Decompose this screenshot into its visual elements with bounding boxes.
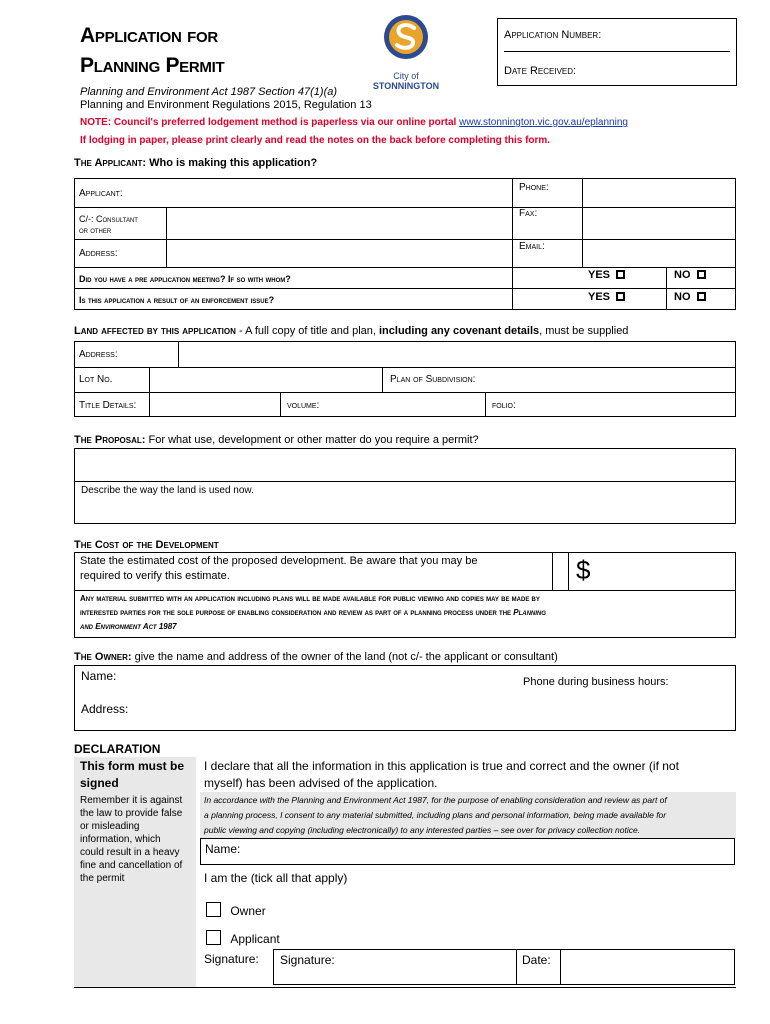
warning-line: the permit bbox=[80, 873, 125, 884]
signature-row bbox=[200, 949, 735, 985]
form-title-line2: Planning Permit bbox=[80, 54, 225, 77]
cost-section bbox=[74, 552, 736, 638]
disclaimer-line2-text: interested parties for the sole purpose of enabling consideration and review as part of a planning process under the bbox=[80, 608, 514, 617]
lot-label: Lot No. bbox=[79, 374, 113, 385]
applicant-heading bbox=[74, 157, 317, 169]
cost-text-line2: required to verify this estimate. bbox=[80, 570, 230, 582]
checkbox-icon[interactable] bbox=[697, 270, 706, 279]
declaration-heading: DECLARATION bbox=[74, 742, 161, 756]
volume-label: volume: bbox=[287, 400, 320, 411]
no-label: NO bbox=[674, 291, 691, 303]
footer-rule bbox=[74, 987, 736, 988]
consent-line2: a planning process, I consent to any material submitted, including plans and personal information, being made available for bbox=[204, 810, 667, 820]
describe-land-label: Describe the way the land is used now. bbox=[81, 485, 254, 496]
title-field[interactable] bbox=[150, 393, 280, 417]
email-field[interactable] bbox=[583, 240, 736, 267]
warning-line: information, which bbox=[80, 834, 161, 845]
phone-field[interactable] bbox=[583, 178, 736, 207]
owner-checkbox-icon[interactable] bbox=[206, 902, 221, 917]
act-reference: Planning and Environment Act 1987 Section 47(1)(a) bbox=[80, 86, 338, 98]
owner-option[interactable] bbox=[206, 902, 266, 918]
yes-label: YES bbox=[588, 269, 611, 281]
fax-label: Fax: bbox=[519, 208, 538, 219]
consent-line1: In accordance with the Planning and Environment Act 1987, for the purpose of enabling consideration and review as part of bbox=[204, 795, 667, 805]
proposal-heading-rest: For what use, development or other matter do you require a permit? bbox=[145, 434, 479, 446]
land-address-field[interactable] bbox=[179, 341, 736, 367]
disclaimer-line2-italic: Planning bbox=[513, 608, 546, 617]
date-label: Date: bbox=[522, 953, 551, 967]
consultant-field[interactable] bbox=[167, 208, 512, 239]
enforcement-yes[interactable] bbox=[588, 291, 625, 303]
disclaimer-line2 bbox=[80, 608, 546, 617]
fax-field[interactable] bbox=[583, 208, 736, 239]
signature-outer-label: Signature: bbox=[204, 952, 259, 966]
dollar-sign: $ bbox=[576, 555, 591, 585]
signature-field[interactable] bbox=[344, 951, 514, 983]
warning-line: fine and cancellation of bbox=[80, 860, 183, 871]
consent-box bbox=[200, 792, 736, 838]
lodgement-note-text: NOTE: Council's preferred lodgement method is paperless via our online portal bbox=[80, 117, 460, 128]
cost-heading: The Cost of the Development bbox=[74, 539, 219, 551]
enforcement-no[interactable] bbox=[674, 291, 706, 303]
checkbox-icon[interactable] bbox=[616, 292, 625, 301]
disclaimer-line3: and Environment Act 1987 bbox=[80, 622, 177, 631]
owner-address-label: Address: bbox=[81, 702, 129, 716]
checkbox-icon[interactable] bbox=[697, 292, 706, 301]
warning-line: Remember it is against bbox=[80, 795, 183, 806]
applicant-checkbox-icon[interactable] bbox=[206, 930, 221, 945]
applicant-section bbox=[74, 178, 736, 310]
application-number-label: Application Number: bbox=[504, 29, 602, 41]
regulation-reference: Planning and Environment Regulations 2015, Regulation 13 bbox=[80, 99, 372, 111]
declaration-sidebar bbox=[74, 757, 196, 987]
pre-meeting-yes[interactable] bbox=[588, 269, 625, 281]
no-label: NO bbox=[674, 269, 691, 281]
proposal-heading-strong: The Proposal: bbox=[74, 434, 146, 446]
council-logo bbox=[370, 14, 442, 94]
phone-label: Phone: bbox=[519, 182, 549, 193]
consultant-label: C/-: Consultant bbox=[79, 214, 138, 224]
declarant-name-label: Name: bbox=[205, 842, 241, 856]
applicant-option-label: Applicant bbox=[230, 932, 280, 946]
proposal-heading bbox=[74, 434, 479, 446]
applicant-label: Applicant: bbox=[79, 188, 123, 199]
declarant-name-box bbox=[200, 838, 735, 865]
title-details-label: Title Details: bbox=[79, 400, 137, 411]
land-heading-bold: including any covenant details bbox=[379, 325, 540, 337]
warning-line: or misleading bbox=[80, 821, 140, 832]
pre-meeting-question: Did you have a pre application meeting? If so with whom? bbox=[79, 274, 291, 284]
logo-city-text: City of bbox=[393, 71, 419, 81]
proposal-box bbox=[74, 448, 736, 524]
legal-warning bbox=[80, 794, 182, 885]
checkbox-icon[interactable] bbox=[616, 270, 625, 279]
warning-line: could result in a heavy bbox=[80, 847, 180, 858]
land-heading-strong: Land affected by this application bbox=[74, 325, 236, 337]
pre-meeting-no[interactable] bbox=[674, 269, 706, 281]
date-field[interactable] bbox=[561, 951, 734, 983]
applicant-heading-rest: Who is making this application? bbox=[146, 157, 318, 169]
owner-name-field[interactable] bbox=[123, 668, 513, 686]
proposal-field[interactable] bbox=[75, 449, 735, 481]
land-heading-rest2: , must be supplied bbox=[539, 325, 629, 337]
paper-lodging-note: If lodging in paper, please print clearly and read the notes on the back before completing this form. bbox=[80, 135, 551, 146]
land-section bbox=[74, 341, 736, 417]
eplanning-link[interactable]: www.stonnington.vic.gov.au/eplanning bbox=[459, 117, 628, 128]
owner-address-field[interactable] bbox=[139, 698, 733, 726]
office-use-box bbox=[497, 18, 737, 86]
logo-name-text: STONNINGTON bbox=[372, 81, 440, 91]
date-received-label: Date Received: bbox=[504, 65, 577, 77]
email-label: Email: bbox=[519, 241, 545, 252]
declarant-name-field[interactable] bbox=[247, 840, 733, 863]
owner-heading bbox=[74, 651, 558, 663]
lodgement-note bbox=[80, 117, 628, 128]
declaration-statement-1: I declare that all the information in this application is true and correct and the owner (if not bbox=[204, 759, 679, 773]
owner-phone-label: Phone during business hours: bbox=[523, 676, 669, 688]
land-heading-rest: - A full copy of title and plan, bbox=[235, 325, 379, 337]
lot-field[interactable] bbox=[150, 368, 382, 392]
volume-field[interactable] bbox=[334, 393, 485, 417]
enforcement-question: Is this application a result of an enforcement issue? bbox=[79, 295, 275, 305]
folio-label: folio: bbox=[492, 400, 516, 411]
applicant-address-field[interactable] bbox=[167, 240, 512, 267]
signature-box bbox=[273, 949, 735, 985]
address-label: Address: bbox=[79, 248, 118, 259]
cost-field[interactable] bbox=[596, 553, 734, 589]
application-number-field[interactable] bbox=[504, 51, 730, 52]
owner-heading-rest: give the name and address of the owner of the land (not c/- the applicant or consultant) bbox=[131, 651, 558, 663]
plan-label: Plan of Subdivision: bbox=[390, 374, 476, 385]
consultant-label-2: or other bbox=[79, 226, 112, 235]
land-address-label: Address: bbox=[79, 349, 118, 360]
consent-line3: public viewing and copying (including electronically) to any interested parties – see over for privacy collection notice. bbox=[204, 825, 641, 835]
form-title-line1: Application for bbox=[80, 24, 218, 47]
disclaimer-line1: Any material submitted with an application including plans will be made available for public viewing and copies may be made by bbox=[80, 594, 540, 603]
land-heading bbox=[74, 325, 628, 337]
owner-heading-strong: The Owner: bbox=[74, 651, 132, 663]
owner-option-label: Owner bbox=[230, 904, 266, 918]
folio-field[interactable] bbox=[534, 393, 736, 417]
applicant-heading-strong: The Applicant: bbox=[74, 157, 147, 169]
land-use-field[interactable] bbox=[75, 499, 735, 523]
cost-text-line1: State the estimated cost of the proposed development. Be aware that you may be bbox=[80, 555, 478, 567]
applicant-field[interactable] bbox=[166, 178, 512, 207]
yes-label: YES bbox=[588, 291, 611, 303]
applicant-option[interactable] bbox=[206, 930, 280, 946]
tick-instruction: I am the (tick all that apply) bbox=[204, 871, 348, 885]
declaration-statement-2: myself) has been advised of the application. bbox=[204, 776, 438, 790]
stonnington-logo-icon bbox=[370, 14, 442, 64]
plan-field[interactable] bbox=[504, 368, 736, 392]
owner-name-label: Name: bbox=[81, 669, 117, 683]
must-sign-line1: This form must be bbox=[80, 759, 185, 773]
signature-inner-label: Signature: bbox=[280, 953, 335, 967]
warning-line: the law to provide false bbox=[80, 808, 183, 819]
must-sign-line2: signed bbox=[80, 776, 119, 790]
owner-box bbox=[74, 665, 736, 731]
